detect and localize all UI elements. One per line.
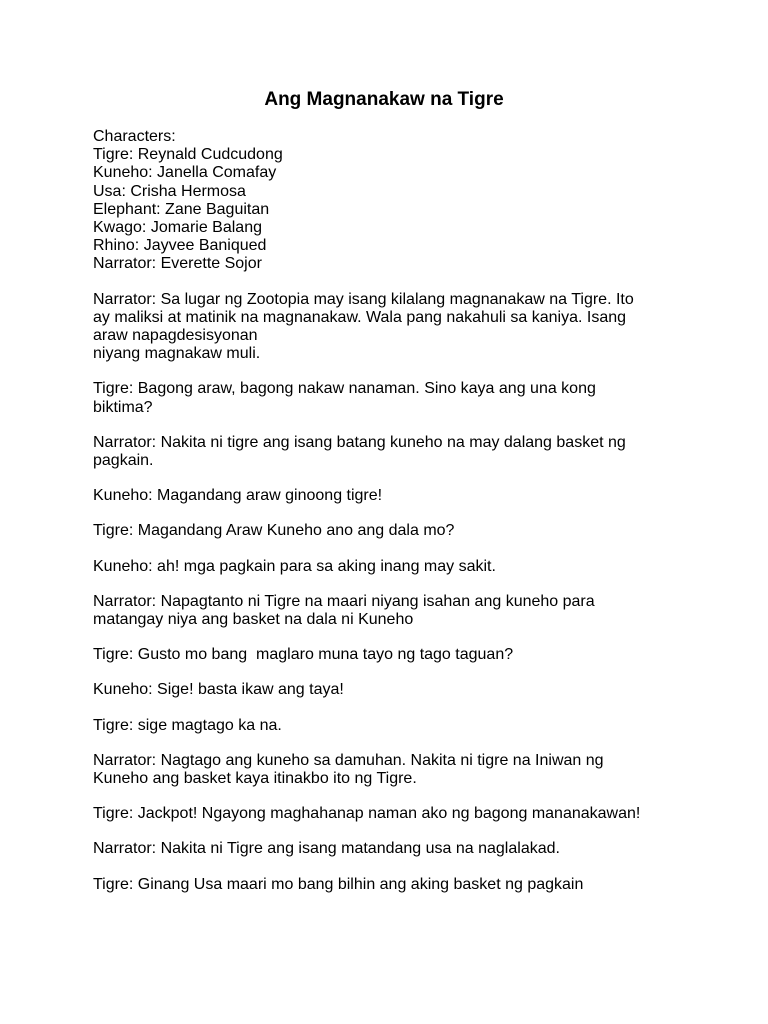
- script-paragraph: [93, 646, 693, 664]
- script-paragraph: [93, 681, 693, 699]
- paragraph-line: Tigre: Bagong araw, bagong nakaw nanaman. Sino kaya ang una kong: [93, 380, 596, 398]
- paragraph-line: Narrator: Sa lugar ng Zootopia may isang kilalang magnanakaw na Tigre. Ito: [93, 290, 634, 308]
- script-paragraphs: [93, 291, 693, 894]
- cast-heading: Characters:: [93, 128, 176, 145]
- script-paragraph: [93, 840, 693, 858]
- script-paragraph: [93, 522, 693, 540]
- document-title: Ang Magnanakaw na Tigre: [264, 89, 504, 110]
- document-body: [93, 128, 693, 911]
- script-paragraph: [93, 487, 693, 505]
- cast-entry: Elephant: Zane Baguitan: [93, 200, 270, 218]
- script-paragraph: [93, 593, 693, 629]
- paragraph-line: biktima?: [93, 398, 153, 416]
- cast-entry: Narrator: Everette Sojor: [93, 255, 262, 273]
- paragraph-line: pagkain.: [93, 452, 154, 470]
- paragraph-line: Kuneho: Sige! basta ikaw ang taya!: [93, 681, 344, 699]
- cast-entry: Kwago: Jomarie Balang: [93, 219, 262, 237]
- paragraph-line: Narrator: Napagtanto ni Tigre na maari niyang isahan ang kuneho para: [93, 592, 595, 610]
- paragraph-line: niyang magnakaw muli.: [93, 345, 261, 363]
- paragraph-line: Tigre: Magandang Araw Kuneho ano ang dala mo?: [93, 522, 455, 540]
- cast-entry: Usa: Crisha Hermosa: [93, 182, 246, 200]
- script-paragraph: [93, 805, 693, 823]
- script-paragraph: [93, 434, 693, 470]
- script-paragraph: [93, 876, 693, 894]
- paragraph-line: ay maliksi at matinik na magnanakaw. Wala pang nakahuli sa kaniya. Isang: [93, 308, 627, 326]
- cast-entry: Kuneho: Janella Comafay: [93, 164, 277, 182]
- script-paragraph: [93, 558, 693, 576]
- script-paragraph: [93, 380, 693, 416]
- paragraph-line: Narrator: Nakita ni Tigre ang isang matandang usa na naglalakad.: [93, 840, 560, 858]
- script-paragraph: [93, 291, 693, 364]
- paragraph-line: Tigre: sige magtago ka na.: [93, 716, 282, 734]
- cast-entry: Rhino: Jayvee Baniqued: [93, 237, 267, 255]
- paragraph-line: Kuneho: Magandang araw ginoong tigre!: [93, 487, 383, 505]
- paragraph-line: araw napagdesisyonan: [93, 327, 258, 345]
- script-paragraph: [93, 717, 693, 735]
- paragraph-line: Tigre: Ginang Usa maari mo bang bilhin ang aking basket ng pagkain: [93, 875, 584, 893]
- paragraph-line: Kuneho: ah! mga pagkain para sa aking inang may sakit.: [93, 557, 496, 575]
- paragraph-line: Tigre: Jackpot! Ngayong maghahanap naman ako ng bagong mananakawan!: [93, 805, 641, 823]
- paragraph-line: Tigre: Gusto mo bang maglaro muna tayo ng tago taguan?: [93, 646, 514, 664]
- paragraph-line: Narrator: Nakita ni tigre ang isang batang kuneho na may dalang basket ng: [93, 433, 626, 451]
- cast-list: [93, 128, 693, 274]
- paragraph-line: Kuneho ang basket kaya itinakbo ito ng Tigre.: [93, 770, 417, 788]
- cast-entry: Tigre: Reynald Cudcudong: [93, 146, 283, 164]
- paragraph-line: Narrator: Nagtago ang kuneho sa damuhan. Nakita ni tigre na Iniwan ng: [93, 751, 604, 769]
- paragraph-line: matangay niya ang basket na dala ni Kuneho: [93, 611, 414, 629]
- script-paragraph: [93, 752, 693, 788]
